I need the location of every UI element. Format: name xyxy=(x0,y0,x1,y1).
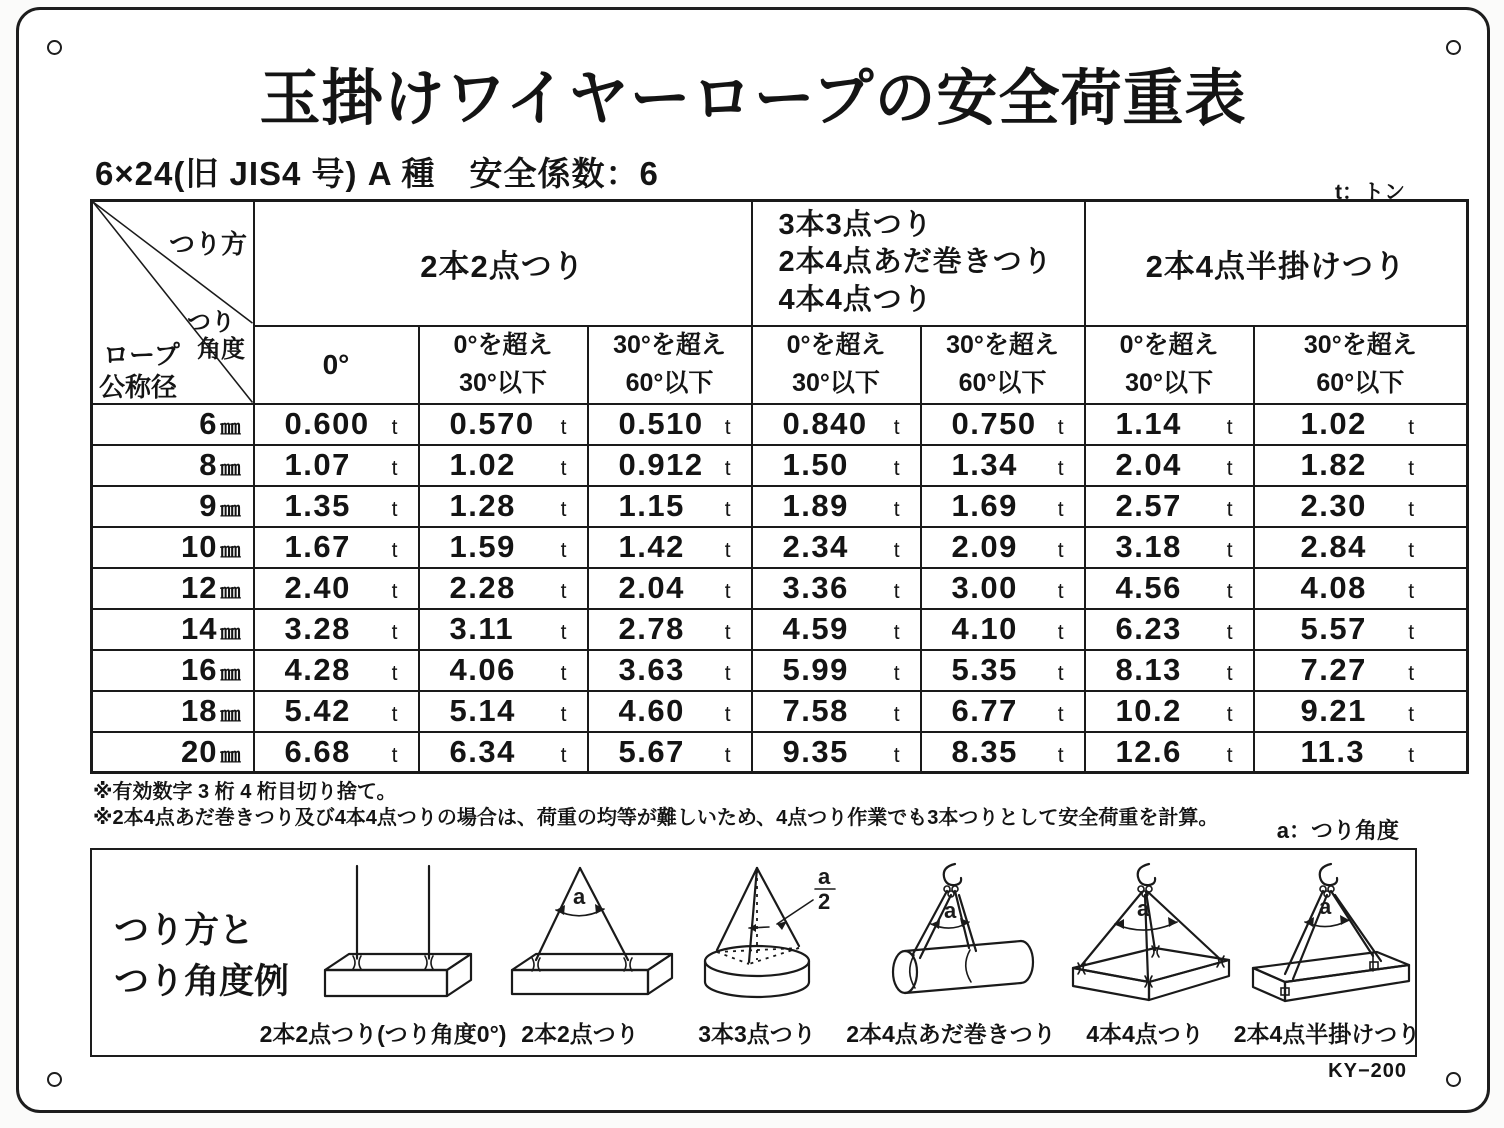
rope-diameter-cell xyxy=(92,486,254,527)
diameter-value: 6 xyxy=(199,406,218,441)
load-unit: t xyxy=(1408,416,1415,439)
load-value-cell xyxy=(1254,650,1468,691)
rope-spec-subtitle: 6×24(旧 JIS4 号) A 種 安全係数：6 xyxy=(95,155,659,192)
load-value-cell xyxy=(752,650,921,691)
angle-header-line: 60°以下 xyxy=(958,368,1047,397)
load-value-cell xyxy=(752,527,921,568)
angle-header-row xyxy=(92,326,1468,404)
load-unit: t xyxy=(560,662,567,685)
diameter-unit: ㎜ xyxy=(220,540,241,562)
diameter-value: 10 xyxy=(181,529,218,564)
load-value-cell xyxy=(588,527,752,568)
legend-item-2leg-2point xyxy=(496,850,664,1055)
load-value-cell xyxy=(419,732,588,773)
load-value-cell xyxy=(419,568,588,609)
load-value-cell xyxy=(1254,404,1468,445)
legend-item-2leg-2point-vertical xyxy=(259,850,507,1055)
load-value: 1.67 xyxy=(284,529,351,564)
load-unit: t xyxy=(724,539,731,562)
load-unit: t xyxy=(893,621,900,644)
diameter-value: 16 xyxy=(181,652,218,687)
load-unit: t xyxy=(1408,662,1415,685)
load-value: 6.23 xyxy=(1115,611,1182,646)
diameter-unit: ㎜ xyxy=(220,744,241,767)
load-value: 2.57 xyxy=(1115,488,1182,523)
load-unit: t xyxy=(391,703,398,726)
load-table-body xyxy=(92,404,1468,773)
load-value: 4.08 xyxy=(1300,570,1367,605)
screw-hole-bottom-left xyxy=(47,1072,62,1087)
sling-choker-wrap-illustration xyxy=(851,862,1051,1014)
load-unit: t xyxy=(560,498,567,521)
load-value-cell xyxy=(752,732,921,773)
load-value: 8.13 xyxy=(1115,652,1182,687)
footnote-1: ※有効数字 3 桁 4 桁目切り捨て。 xyxy=(93,781,397,803)
load-value-cell xyxy=(254,568,419,609)
load-unit: t xyxy=(724,703,731,726)
load-unit: t xyxy=(724,662,731,685)
table-row xyxy=(92,486,1468,527)
load-value: 5.14 xyxy=(449,693,516,728)
load-value: 1.07 xyxy=(284,447,351,482)
svg-text:2: 2 xyxy=(818,889,831,914)
rope-diameter-cell xyxy=(92,609,254,650)
load-unit: t xyxy=(560,703,567,726)
diameter-value: 8 xyxy=(199,447,218,482)
load-value-cell xyxy=(588,404,752,445)
load-value-cell xyxy=(419,486,588,527)
screw-hole-bottom-right xyxy=(1446,1072,1461,1087)
load-value-cell xyxy=(588,691,752,732)
load-value: 1.28 xyxy=(449,488,516,523)
table-row xyxy=(92,568,1468,609)
table-row xyxy=(92,445,1468,486)
load-unit: t xyxy=(724,580,731,603)
load-value: 2.09 xyxy=(951,529,1018,564)
load-unit: t xyxy=(391,416,398,439)
load-unit: t xyxy=(1057,580,1064,603)
load-value-cell xyxy=(1085,732,1254,773)
load-value: 0.570 xyxy=(449,406,535,441)
load-value: 4.28 xyxy=(284,652,351,687)
angle-header-5 xyxy=(1085,326,1254,404)
load-value-cell xyxy=(921,486,1085,527)
load-value-cell xyxy=(1254,732,1468,773)
load-value-cell xyxy=(419,527,588,568)
load-unit: t xyxy=(724,457,731,480)
load-value: 7.58 xyxy=(782,693,849,728)
load-value: 2.04 xyxy=(618,570,685,605)
diameter-unit: ㎜ xyxy=(220,581,241,603)
angle-header-6 xyxy=(1254,326,1468,404)
angle-header-line: 30°以下 xyxy=(1125,368,1213,397)
load-value: 1.15 xyxy=(618,488,685,523)
load-value: 3.00 xyxy=(951,570,1018,605)
angle-header-line: 0°を超え xyxy=(786,331,886,359)
page-title: 玉掛けワイヤーロープの安全荷重表 xyxy=(259,64,1247,132)
corner-label-angle-2: 角度 xyxy=(197,336,245,363)
load-value-cell xyxy=(1254,568,1468,609)
load-unit: t xyxy=(1226,662,1233,685)
load-value-cell xyxy=(588,445,752,486)
sling-vertical-illustration xyxy=(283,862,483,1014)
corner-label-diameter-2: 公称径 xyxy=(99,372,178,402)
table-row xyxy=(92,404,1468,445)
rope-diameter-cell xyxy=(92,568,254,609)
group-header-line: 3本3点つり xyxy=(778,208,933,241)
load-unit: t xyxy=(893,580,900,603)
load-unit: t xyxy=(1408,580,1415,603)
sling-half-hitch-illustration xyxy=(1227,862,1427,1014)
load-value-cell xyxy=(254,404,419,445)
diameter-value: 20 xyxy=(181,733,218,769)
rope-diameter-cell xyxy=(92,691,254,732)
svg-text:a: a xyxy=(944,898,957,923)
rope-diameter-cell xyxy=(92,527,254,568)
load-value-cell xyxy=(921,404,1085,445)
load-unit: t xyxy=(1057,457,1064,480)
load-value-cell xyxy=(752,568,921,609)
group-header-2leg-2point: 2本2点つり xyxy=(254,201,752,326)
load-value: 1.14 xyxy=(1115,406,1182,441)
footnotes xyxy=(93,780,1218,831)
load-value: 1.69 xyxy=(951,488,1018,523)
sling-four-point-illustration xyxy=(1045,862,1245,1014)
load-unit: t xyxy=(1408,743,1415,767)
load-unit: t xyxy=(1408,621,1415,644)
hanging-method-legend xyxy=(90,848,1421,1057)
angle-header-line: 30°以下 xyxy=(459,368,547,397)
load-value: 6.34 xyxy=(449,733,516,769)
legend-item-label: 2本4点あだ巻きつり xyxy=(846,1021,1056,1047)
diameter-value: 9 xyxy=(199,488,218,523)
rope-diameter-cell xyxy=(92,650,254,691)
angle-header-line: 30°を超え xyxy=(1303,331,1417,359)
safe-load-table xyxy=(90,199,1469,774)
load-unit: t xyxy=(391,580,398,603)
angle-header-line: 0°を超え xyxy=(453,331,553,359)
group-header-2leg-4point-half: 2本4点半掛けつり xyxy=(1085,201,1468,326)
load-unit: t xyxy=(893,457,900,480)
angle-header-line: 30°を超え xyxy=(613,331,726,359)
svg-text:a: a xyxy=(1319,894,1332,919)
load-value: 2.28 xyxy=(449,570,516,605)
legend-item-4leg-4point xyxy=(1052,850,1238,1055)
load-value: 3.36 xyxy=(782,570,849,605)
load-value: 3.63 xyxy=(618,652,685,687)
load-value-cell xyxy=(921,445,1085,486)
load-value-cell xyxy=(1085,527,1254,568)
svg-text:a: a xyxy=(818,864,831,889)
load-unit: t xyxy=(724,621,731,644)
load-value: 1.50 xyxy=(782,447,849,482)
legend-item-label: 3本3点つり xyxy=(698,1021,816,1047)
load-value: 1.89 xyxy=(782,488,849,523)
load-unit: t xyxy=(560,416,567,439)
load-value-cell xyxy=(752,691,921,732)
load-unit: t xyxy=(893,416,900,439)
load-value-cell xyxy=(254,445,419,486)
load-value: 1.42 xyxy=(618,529,685,564)
load-value-cell xyxy=(254,732,419,773)
diameter-unit: ㎜ xyxy=(220,458,241,480)
table-row xyxy=(92,609,1468,650)
sling-three-point-illustration xyxy=(657,862,857,1014)
model-number: KY−200 xyxy=(1328,1060,1407,1082)
load-value: 11.3 xyxy=(1300,733,1366,769)
load-value: 1.34 xyxy=(951,447,1018,482)
load-value-cell xyxy=(752,404,921,445)
load-value: 7.27 xyxy=(1300,652,1367,687)
load-value: 1.35 xyxy=(284,488,351,523)
load-unit: t xyxy=(391,498,398,521)
load-value: 5.42 xyxy=(284,693,351,728)
legend-heading-line1: つり方と xyxy=(114,911,255,950)
load-unit: t xyxy=(1408,703,1415,726)
load-unit: t xyxy=(1226,703,1233,726)
load-unit: t xyxy=(1226,743,1233,767)
load-value: 10.2 xyxy=(1115,693,1182,728)
load-unit: t xyxy=(1408,457,1415,480)
table-row xyxy=(92,527,1468,568)
group-header-3leg-combined xyxy=(752,201,1085,326)
load-value: 2.30 xyxy=(1300,488,1367,523)
load-value: 5.57 xyxy=(1300,611,1367,646)
angle-header-4 xyxy=(921,326,1085,404)
load-value-cell xyxy=(921,691,1085,732)
unit-note: t：トン xyxy=(1335,181,1405,204)
corner-label-hanging-method: つり方 xyxy=(169,229,248,259)
load-value-cell xyxy=(1254,486,1468,527)
load-unit: t xyxy=(560,621,567,644)
load-value: 6.77 xyxy=(951,693,1018,728)
diameter-unit: ㎜ xyxy=(220,499,241,521)
load-unit: t xyxy=(724,498,731,521)
load-value-cell xyxy=(588,568,752,609)
load-value: 8.35 xyxy=(951,733,1018,769)
load-value-cell xyxy=(921,568,1085,609)
load-value-cell xyxy=(419,650,588,691)
load-unit: t xyxy=(1226,539,1233,562)
load-unit: t xyxy=(391,662,398,685)
load-value: 2.78 xyxy=(618,611,685,646)
load-unit: t xyxy=(724,416,731,439)
group-header-row xyxy=(92,201,1468,326)
load-value-cell xyxy=(1085,609,1254,650)
load-value-cell xyxy=(419,445,588,486)
load-unit: t xyxy=(1057,416,1064,439)
load-value-cell xyxy=(1085,404,1254,445)
load-unit: t xyxy=(1057,743,1064,767)
angle-header-0: 0° xyxy=(254,326,419,404)
load-value: 1.59 xyxy=(449,529,516,564)
load-value: 4.60 xyxy=(618,693,685,728)
svg-text:a: a xyxy=(573,884,586,909)
load-value-cell xyxy=(254,609,419,650)
angle-note: a：つり角度 xyxy=(1276,818,1399,843)
angle-header-3 xyxy=(752,326,921,404)
load-value: 6.68 xyxy=(284,733,351,769)
footnote-2: ※2本4点あだ巻きつり及び4本4点つりの場合は、荷重の均等が難しいため、4点つり作業でも3本つりとして安全荷重を計算。 xyxy=(93,806,1219,829)
load-unit: t xyxy=(1057,621,1064,644)
load-unit: t xyxy=(893,743,900,767)
load-unit: t xyxy=(1057,662,1064,685)
load-value-cell xyxy=(921,609,1085,650)
load-value-cell xyxy=(254,486,419,527)
load-unit: t xyxy=(1057,498,1064,521)
load-unit: t xyxy=(1226,457,1233,480)
load-value: 4.59 xyxy=(782,611,849,646)
load-unit: t xyxy=(1226,580,1233,603)
table-row xyxy=(92,650,1468,691)
corner-label-angle-1: つり xyxy=(187,309,235,336)
diameter-unit: ㎜ xyxy=(220,663,241,685)
load-value-cell xyxy=(1254,527,1468,568)
load-value: 0.840 xyxy=(782,406,868,441)
diameter-value: 14 xyxy=(181,611,218,646)
load-value-cell xyxy=(752,609,921,650)
load-value-cell xyxy=(588,609,752,650)
load-value: 2.04 xyxy=(1115,447,1182,482)
legend-item-2leg-4point-wrap xyxy=(846,850,1056,1055)
load-value: 1.02 xyxy=(449,447,516,482)
load-value-cell xyxy=(1085,650,1254,691)
load-value-cell xyxy=(588,650,752,691)
load-unit: t xyxy=(560,743,567,767)
diameter-unit: ㎜ xyxy=(220,622,241,644)
load-value: 2.84 xyxy=(1300,529,1367,564)
load-value-cell xyxy=(254,527,419,568)
load-unit: t xyxy=(391,539,398,562)
rope-diameter-cell xyxy=(92,445,254,486)
load-value: 5.67 xyxy=(618,733,685,769)
load-unit: t xyxy=(1408,498,1415,521)
load-unit: t xyxy=(391,457,398,480)
legend-item-label: 2本2点つり(つり角度0°) xyxy=(259,1021,507,1047)
load-value-cell xyxy=(419,609,588,650)
load-unit: t xyxy=(1408,539,1415,562)
load-unit: t xyxy=(1226,621,1233,644)
load-value: 0.510 xyxy=(618,406,704,441)
corner-label-diameter-1: ロープ xyxy=(103,340,180,370)
load-value-cell xyxy=(1085,486,1254,527)
load-value: 0.912 xyxy=(618,447,704,482)
diameter-unit: ㎜ xyxy=(220,417,241,439)
corner-header-cell xyxy=(92,201,254,404)
legend-heading-line2: つり角度例 xyxy=(114,961,290,1001)
load-unit: t xyxy=(1226,498,1233,521)
load-unit: t xyxy=(724,743,731,767)
group-header-line: 2本4点あだ巻きつり xyxy=(778,246,1053,279)
angle-header-line: 60°以下 xyxy=(625,368,714,397)
legend-item-2leg-4point-half xyxy=(1233,850,1421,1055)
load-value-cell xyxy=(921,527,1085,568)
load-value: 4.10 xyxy=(951,611,1018,646)
load-value: 0.750 xyxy=(951,406,1037,441)
group-header-line: 4本4点つり xyxy=(778,284,933,317)
load-value: 9.21 xyxy=(1300,693,1367,728)
load-value-cell xyxy=(419,691,588,732)
load-unit: t xyxy=(1057,703,1064,726)
legend-item-label: 4本4点つり xyxy=(1086,1021,1204,1047)
load-value: 1.82 xyxy=(1300,447,1367,482)
table-row xyxy=(92,732,1468,773)
load-value-cell xyxy=(752,486,921,527)
load-value: 5.35 xyxy=(951,652,1018,687)
load-value-cell xyxy=(1254,445,1468,486)
load-value: 4.56 xyxy=(1115,570,1182,605)
load-value: 4.06 xyxy=(449,652,516,687)
load-value-cell xyxy=(419,404,588,445)
legend-item-label: 2本2点つり xyxy=(521,1021,639,1047)
load-value: 5.99 xyxy=(782,652,849,687)
diameter-value: 12 xyxy=(181,570,218,605)
load-unit: t xyxy=(391,621,398,644)
load-unit: t xyxy=(391,743,398,767)
load-value-cell xyxy=(588,486,752,527)
load-value-cell xyxy=(921,732,1085,773)
load-unit: t xyxy=(560,539,567,562)
sling-two-point-illustration xyxy=(480,862,680,1014)
rope-diameter-cell xyxy=(92,404,254,445)
sign-panel xyxy=(16,7,1490,1113)
angle-header-line: 60°以下 xyxy=(1316,368,1405,397)
load-value-cell xyxy=(254,650,419,691)
load-unit: t xyxy=(1057,539,1064,562)
load-unit: t xyxy=(893,662,900,685)
diameter-value: 18 xyxy=(181,693,218,728)
load-value-cell xyxy=(752,445,921,486)
load-value-cell xyxy=(254,691,419,732)
load-value-cell xyxy=(1254,691,1468,732)
load-unit: t xyxy=(893,539,900,562)
load-value: 3.28 xyxy=(284,611,351,646)
load-value-cell xyxy=(921,650,1085,691)
angle-header-1 xyxy=(419,326,588,404)
angle-header-line: 0°を超え xyxy=(1119,331,1219,359)
angle-header-line: 30°を超え xyxy=(946,331,1059,359)
rope-diameter-cell xyxy=(92,732,254,773)
legend-item-label: 2本4点半掛けつり xyxy=(1233,1021,1421,1047)
load-unit: t xyxy=(560,457,567,480)
legend-heading xyxy=(92,850,290,1055)
load-unit: t xyxy=(560,580,567,603)
load-value: 9.35 xyxy=(782,733,849,769)
load-value-cell xyxy=(1085,445,1254,486)
load-value: 2.34 xyxy=(782,529,849,564)
load-value: 3.18 xyxy=(1115,529,1182,564)
angle-header-2 xyxy=(588,326,752,404)
load-value-cell xyxy=(1085,691,1254,732)
svg-text:a: a xyxy=(1137,896,1150,921)
legend-item-3leg-3point xyxy=(664,850,850,1055)
load-value: 0.600 xyxy=(284,406,370,441)
load-unit: t xyxy=(893,498,900,521)
load-value-cell xyxy=(1085,568,1254,609)
load-value: 3.11 xyxy=(449,611,515,646)
angle-header-line: 30°以下 xyxy=(792,368,880,397)
load-value: 2.40 xyxy=(284,570,351,605)
diameter-unit: ㎜ xyxy=(220,704,241,726)
load-value-cell xyxy=(588,732,752,773)
load-value: 12.6 xyxy=(1115,733,1182,769)
load-unit: t xyxy=(893,703,900,726)
load-value-cell xyxy=(1254,609,1468,650)
load-unit: t xyxy=(1226,416,1233,439)
table-row xyxy=(92,691,1468,732)
load-value: 1.02 xyxy=(1300,406,1367,441)
